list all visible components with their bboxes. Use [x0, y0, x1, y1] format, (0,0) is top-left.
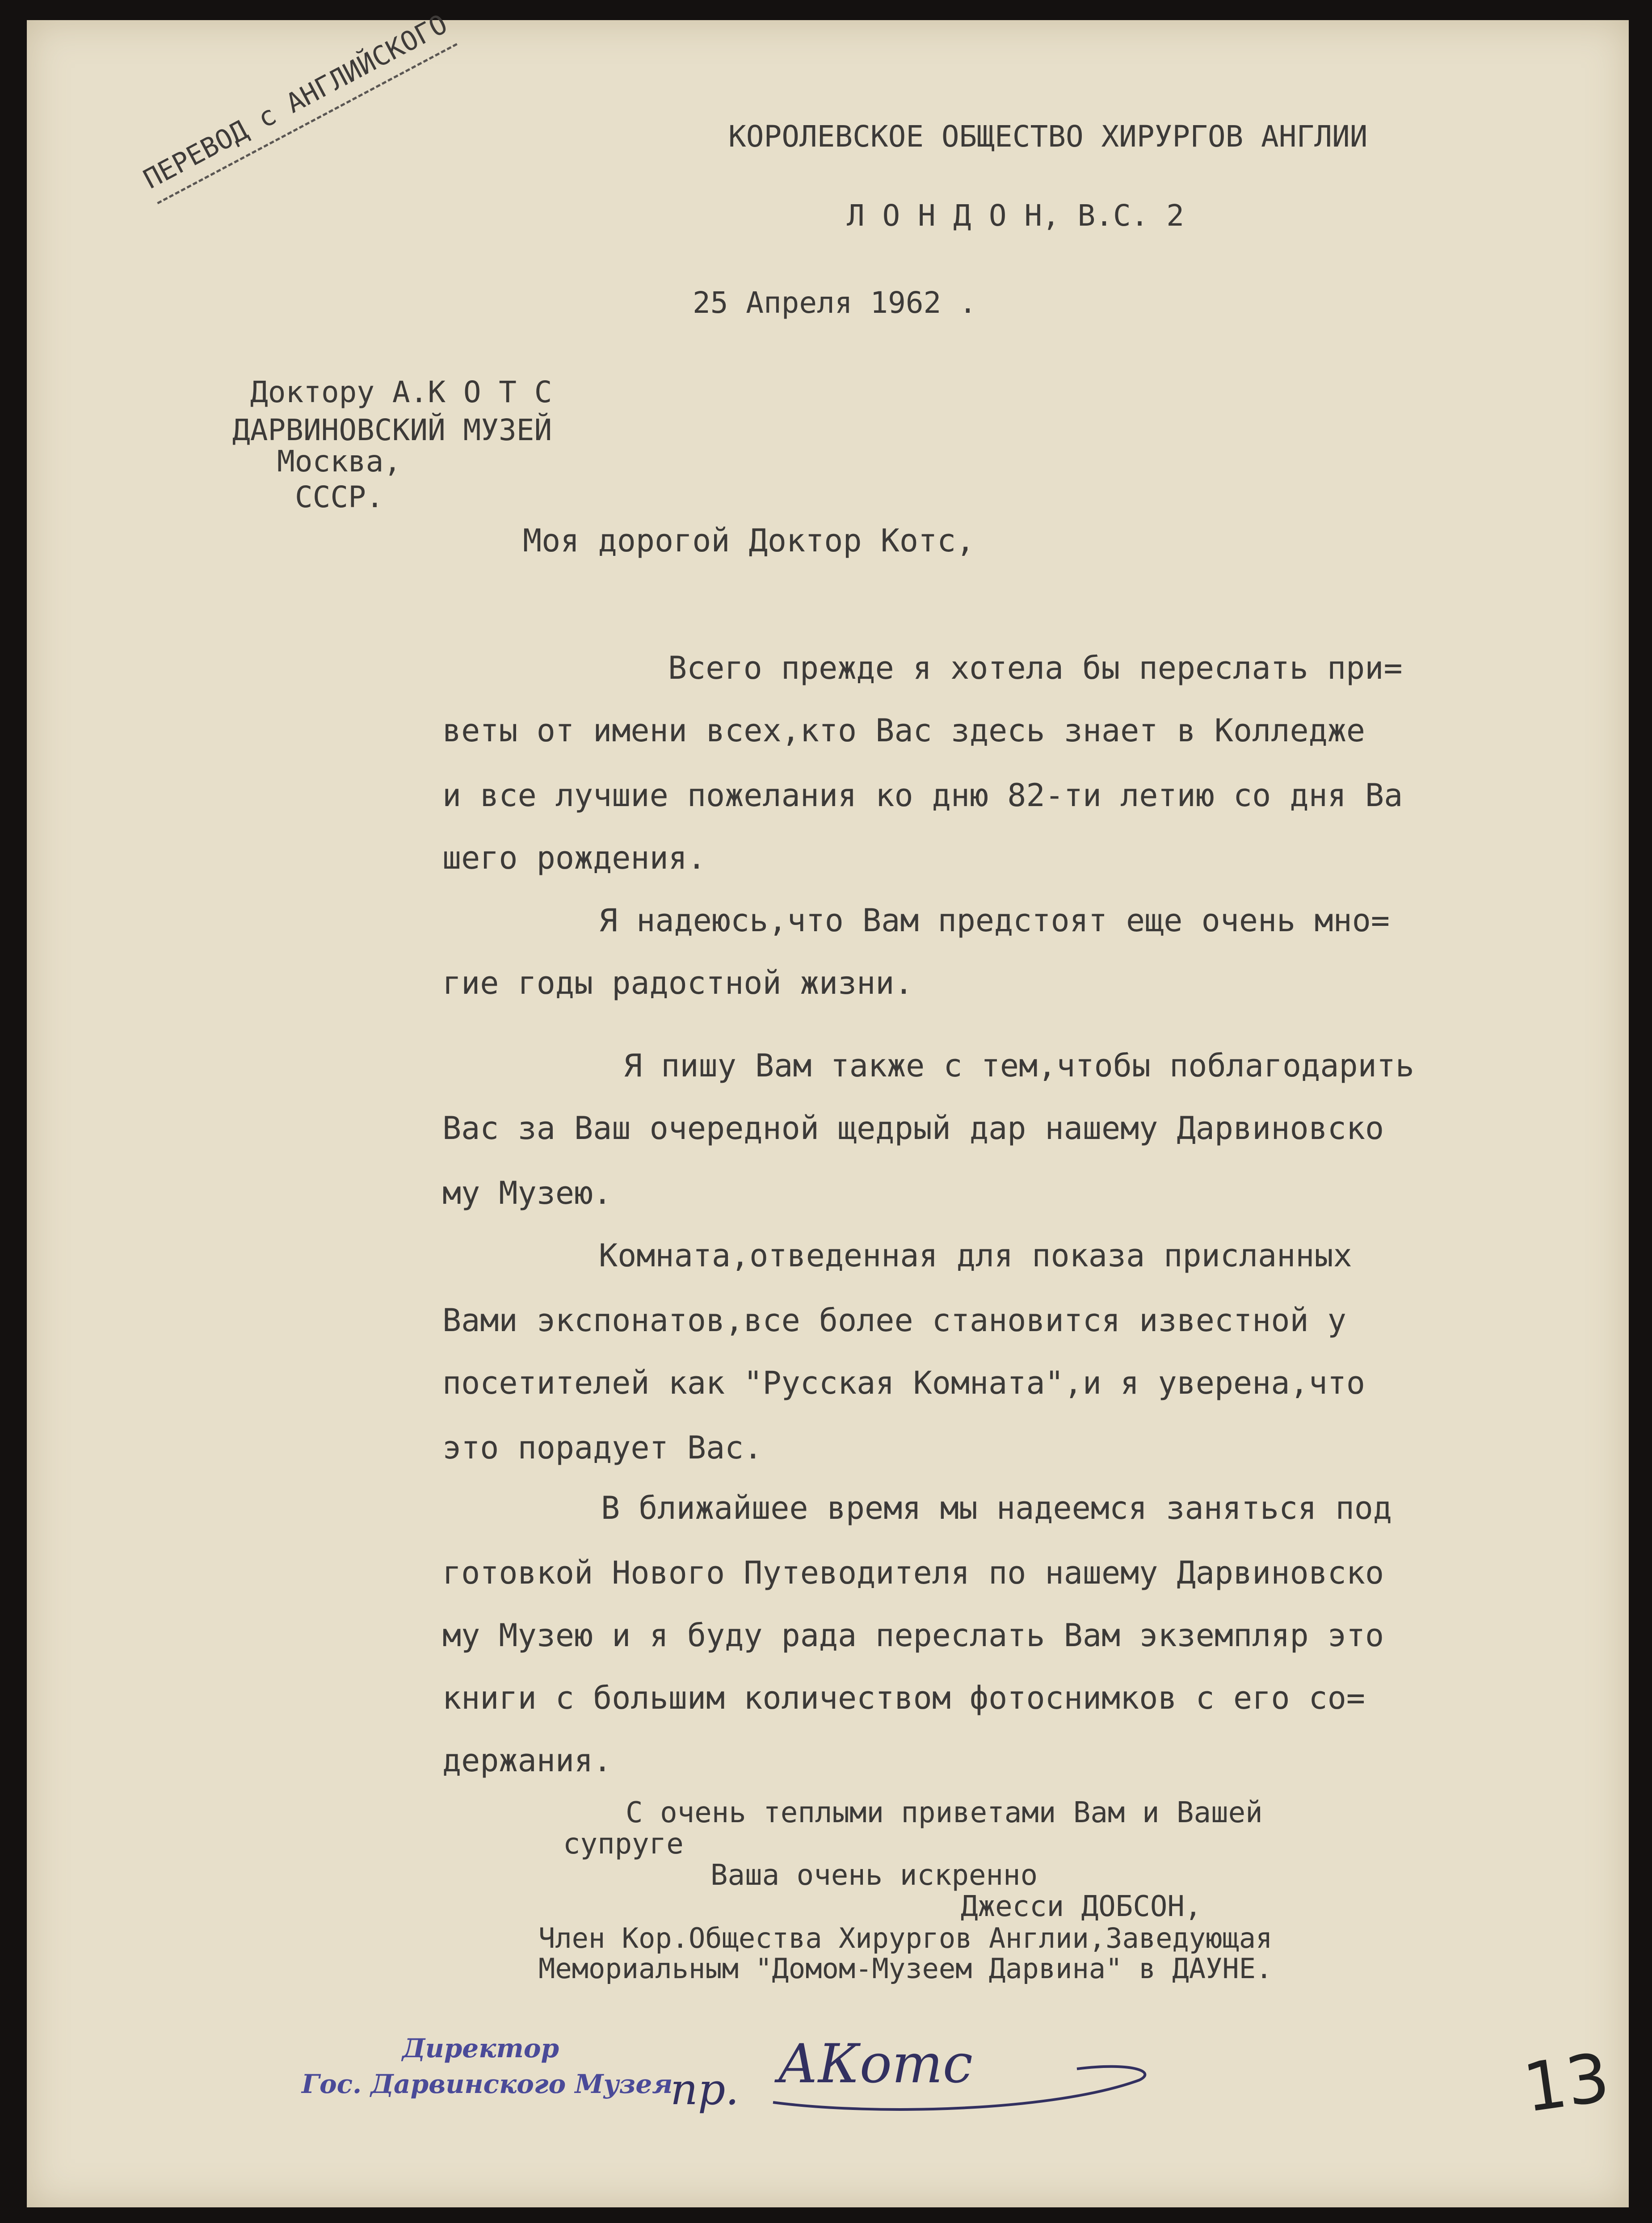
body-line: посетителей как "Русская Комната",и я уверена,что: [442, 1365, 1366, 1401]
body-line: му Музею и я буду рада переслать Вам экземпляр это: [442, 1617, 1384, 1654]
addressee-line: СССР.: [295, 480, 384, 514]
body-line: держания.: [442, 1742, 612, 1779]
body-line: это порадует Вас.: [442, 1429, 763, 1466]
body-line: В ближайшее время мы надеемся заняться под: [601, 1490, 1392, 1526]
addressee-line: Москва,: [277, 444, 402, 479]
signature-flourish: [764, 2049, 1166, 2120]
letter-date: 25 Апреля 1962 .: [693, 286, 977, 320]
closing-line: С очень теплыми приветами Вам и Вашей: [626, 1796, 1263, 1829]
director-stamp-line: Директор: [402, 2033, 559, 2063]
body-line: готовкой Нового Путеводителя по нашему Дарвиновско: [442, 1555, 1384, 1591]
translation-stamp: ПЕРЕВОД с АНГЛИЙСКОГО: [139, 8, 457, 204]
body-line: Всего прежде я хотела бы переслать при=: [668, 650, 1403, 686]
body-line: книги с большим количеством фотоснимков с его со=: [442, 1680, 1366, 1716]
body-line: Я пишу Вам также с тем,чтобы поблагодарить: [623, 1047, 1415, 1084]
letterhead-org: КОРОЛЕВСКОЕ ОБЩЕСТВО ХИРУРГОВ АНГЛИИ: [728, 119, 1368, 154]
signatory-title: Мемориальным "Домом-Музеем Дарвина" в ДАУНЕ.: [538, 1952, 1273, 1985]
addressee-line: ДАРВИНОВСКИЙ МУЗЕЙ: [232, 413, 552, 447]
addressee-line: Доктору А.К О Т С: [250, 375, 552, 409]
body-line: Вас за Ваш очередной щедрый дар нашему Дарвиновско: [442, 1110, 1384, 1147]
salutation: Моя дорогой Доктор Котс,: [523, 522, 975, 559]
letterhead-city: Л О Н Д О Н, В.С. 2: [847, 198, 1184, 233]
body-line: шего рождения.: [442, 840, 706, 876]
body-line: Я надеюсь,что Вам предстоят еще очень мно=: [599, 902, 1390, 939]
body-line: и все лучшие пожелания ко дню 82-ти летию со дня Ва: [442, 777, 1403, 814]
director-stamp-line: Гос. Дарвинского Музея: [302, 2069, 673, 2099]
signature-prefix: пр.: [670, 2064, 739, 2114]
body-line: му Музею.: [442, 1175, 612, 1211]
document-page: [27, 8, 1629, 2207]
signatory-title: Член Кор.Общества Хирургов Англии,Заведующая: [538, 1922, 1273, 1954]
body-line: Вами экспонатов,все более становится известной у: [442, 1302, 1346, 1339]
signatory-name: Джесси ДОБСОН,: [961, 1890, 1202, 1923]
closing-line: супруге: [563, 1828, 684, 1861]
body-line: гие годы радостной жизни.: [442, 965, 913, 1001]
page-number: 13: [1518, 2038, 1614, 2128]
body-line: Комната,отведенная для показа присланных: [599, 1237, 1352, 1274]
signature: АКотс: [778, 2033, 973, 2095]
body-line: веты от имени всех,кто Вас здесь знает в Колледже: [442, 712, 1366, 749]
closing-line: Ваша очень искренно: [710, 1859, 1038, 1892]
